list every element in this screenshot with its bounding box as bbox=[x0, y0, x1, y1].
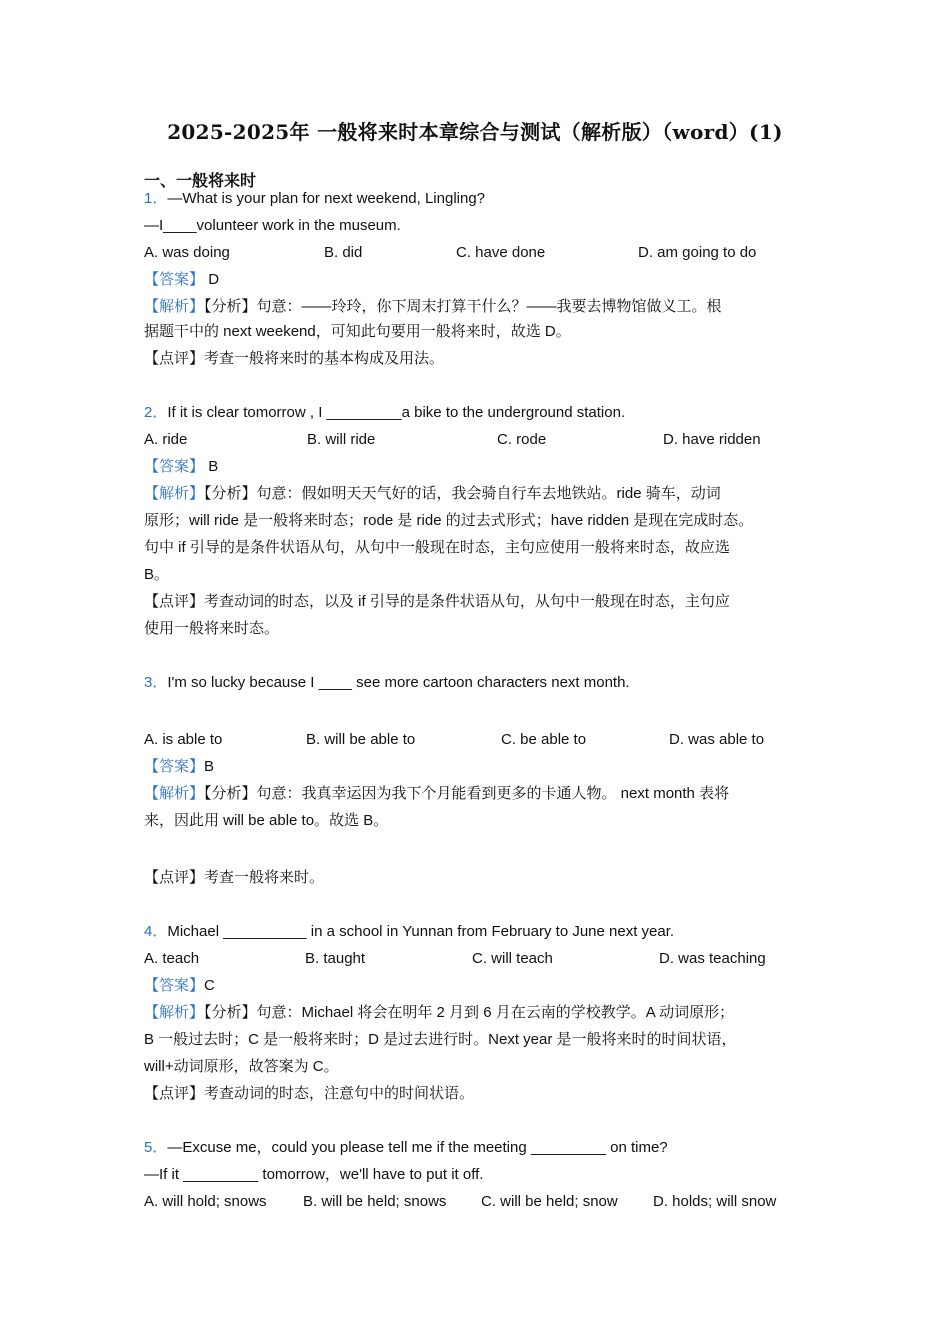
comment-text: 【点评】考查一般将来时的基本构成及用法。 bbox=[144, 350, 445, 367]
question-number: 5． bbox=[144, 1139, 168, 1156]
analysis-text: will+动词原形，故答案为 C。 bbox=[144, 1058, 339, 1075]
answer-tag: 【答案】 bbox=[144, 458, 205, 475]
question-text: —Excuse me，could you please tell me if the meeting _________ on time? bbox=[167, 1139, 668, 1156]
answer-value: B bbox=[204, 758, 215, 775]
answer-value: C bbox=[204, 977, 215, 994]
document-title: 2025-2025年 一般将来时本章综合与测试（解析版）（word）(1) bbox=[167, 120, 783, 144]
option-a: A. ride bbox=[144, 431, 188, 448]
option-b: B. will be held; snows bbox=[303, 1193, 447, 1210]
analysis-text: 【分析】句意：Michael 将会在明年 2 月到 6 月在云南的学校教学。A 动词原形； bbox=[204, 1004, 735, 1021]
option-a: A. will hold; snows bbox=[144, 1193, 267, 1210]
analysis-text: 句中 if 引导的是条件状语从句，从句中一般现在时态，主句应使用一般将来时态，故应选 bbox=[144, 539, 730, 556]
analysis-text: 【分析】句意：我真幸运因为我下个月能看到更多的卡通人物。 next month 表将 bbox=[204, 785, 730, 802]
option-c: C. be able to bbox=[501, 731, 587, 748]
option-b: B. taught bbox=[305, 950, 366, 967]
option-d: D. was able to bbox=[669, 731, 765, 748]
question-stem bbox=[144, 922, 674, 942]
option-a: A. teach bbox=[144, 950, 200, 967]
answer-tag: 【答案】 bbox=[144, 758, 205, 775]
analysis-line bbox=[144, 297, 722, 317]
question-text: —I____volunteer work in the museum. bbox=[144, 217, 401, 234]
analysis-text: 来，因此用 will be able to。故选 B。 bbox=[144, 812, 389, 829]
question-text: —What is your plan for next weekend, Lingling? bbox=[167, 190, 486, 207]
question-text: Michael __________ in a school in Yunnan from February to June next year. bbox=[167, 923, 675, 940]
option-a: A. is able to bbox=[144, 731, 223, 748]
answer-line bbox=[144, 457, 218, 477]
analysis-text: 【分析】句意：——玲玲，你下周末打算干什么？——我要去博物馆做义工。根 bbox=[204, 298, 722, 315]
analysis-text: B。 bbox=[144, 566, 170, 583]
question-number: 2． bbox=[144, 404, 168, 421]
answer-line bbox=[144, 757, 214, 777]
comment-text: 【点评】考查一般将来时。 bbox=[144, 869, 325, 886]
comment-text: 【点评】考查动词的时态，注意句中的时间状语。 bbox=[144, 1085, 475, 1102]
option-d: D. am going to do bbox=[638, 244, 757, 261]
option-b: B. will ride bbox=[307, 431, 376, 448]
analysis-tag: 【解析】 bbox=[144, 785, 205, 802]
option-c: C. have done bbox=[456, 244, 546, 261]
analysis-line bbox=[144, 484, 721, 504]
answer-value: D bbox=[208, 271, 220, 288]
question-number: 1． bbox=[144, 190, 168, 207]
option-c: C. will teach bbox=[472, 950, 553, 967]
question-number: 4． bbox=[144, 923, 168, 940]
comment-text: 使用一般将来时态。 bbox=[144, 620, 280, 637]
answer-tag: 【答案】 bbox=[144, 977, 205, 994]
analysis-text: B 一般过去时；C 是一般将来时；D 是过去进行时。Next year 是一般将来时的时间状语， bbox=[144, 1031, 737, 1048]
analysis-line bbox=[144, 1003, 734, 1023]
option-d: D. holds; will snow bbox=[653, 1193, 777, 1210]
question-stem bbox=[144, 189, 485, 209]
analysis-text: 据题干中的 next weekend，可知此句要用一般将来时，故选 D。 bbox=[144, 323, 571, 340]
question-text: —If it _________ tomorrow，we'll have to put it off. bbox=[144, 1166, 484, 1183]
analysis-text: 原形；will ride 是一般将来时态；rode 是 ride 的过去式形式；have ridden 是现在完成时态。 bbox=[144, 512, 754, 529]
option-a: A. was doing bbox=[144, 244, 230, 261]
question-stem bbox=[144, 673, 630, 693]
answer-value: B bbox=[208, 458, 219, 475]
question-stem bbox=[144, 1138, 668, 1158]
analysis-line bbox=[144, 784, 729, 804]
option-d: D. was teaching bbox=[659, 950, 766, 967]
option-c: C. will be held; snow bbox=[481, 1193, 618, 1210]
analysis-text: 【分析】句意：假如明天天气好的话，我会骑自行车去地铁站。ride 骑车，动词 bbox=[204, 485, 721, 502]
option-b: B. did bbox=[324, 244, 363, 261]
question-number: 3． bbox=[144, 674, 168, 691]
analysis-tag: 【解析】 bbox=[144, 1004, 205, 1021]
analysis-tag: 【解析】 bbox=[144, 298, 205, 315]
option-b: B. will be able to bbox=[306, 731, 416, 748]
answer-line bbox=[144, 270, 219, 290]
question-stem bbox=[144, 403, 625, 423]
question-text: I'm so lucky because I ____ see more cartoon characters next month. bbox=[167, 674, 630, 691]
answer-line bbox=[144, 976, 215, 996]
question-text: If it is clear tomorrow , I _________a bike to the underground station. bbox=[167, 404, 626, 421]
comment-text: 【点评】考查动词的时态，以及 if 引导的是条件状语从句，从句中一般现在时态，主句应 bbox=[144, 593, 730, 610]
answer-tag: 【答案】 bbox=[144, 271, 205, 288]
analysis-tag: 【解析】 bbox=[144, 485, 205, 502]
section-heading: 一、一般将来时 bbox=[144, 171, 257, 190]
option-c: C. rode bbox=[497, 431, 547, 448]
option-d: D. have ridden bbox=[663, 431, 761, 448]
